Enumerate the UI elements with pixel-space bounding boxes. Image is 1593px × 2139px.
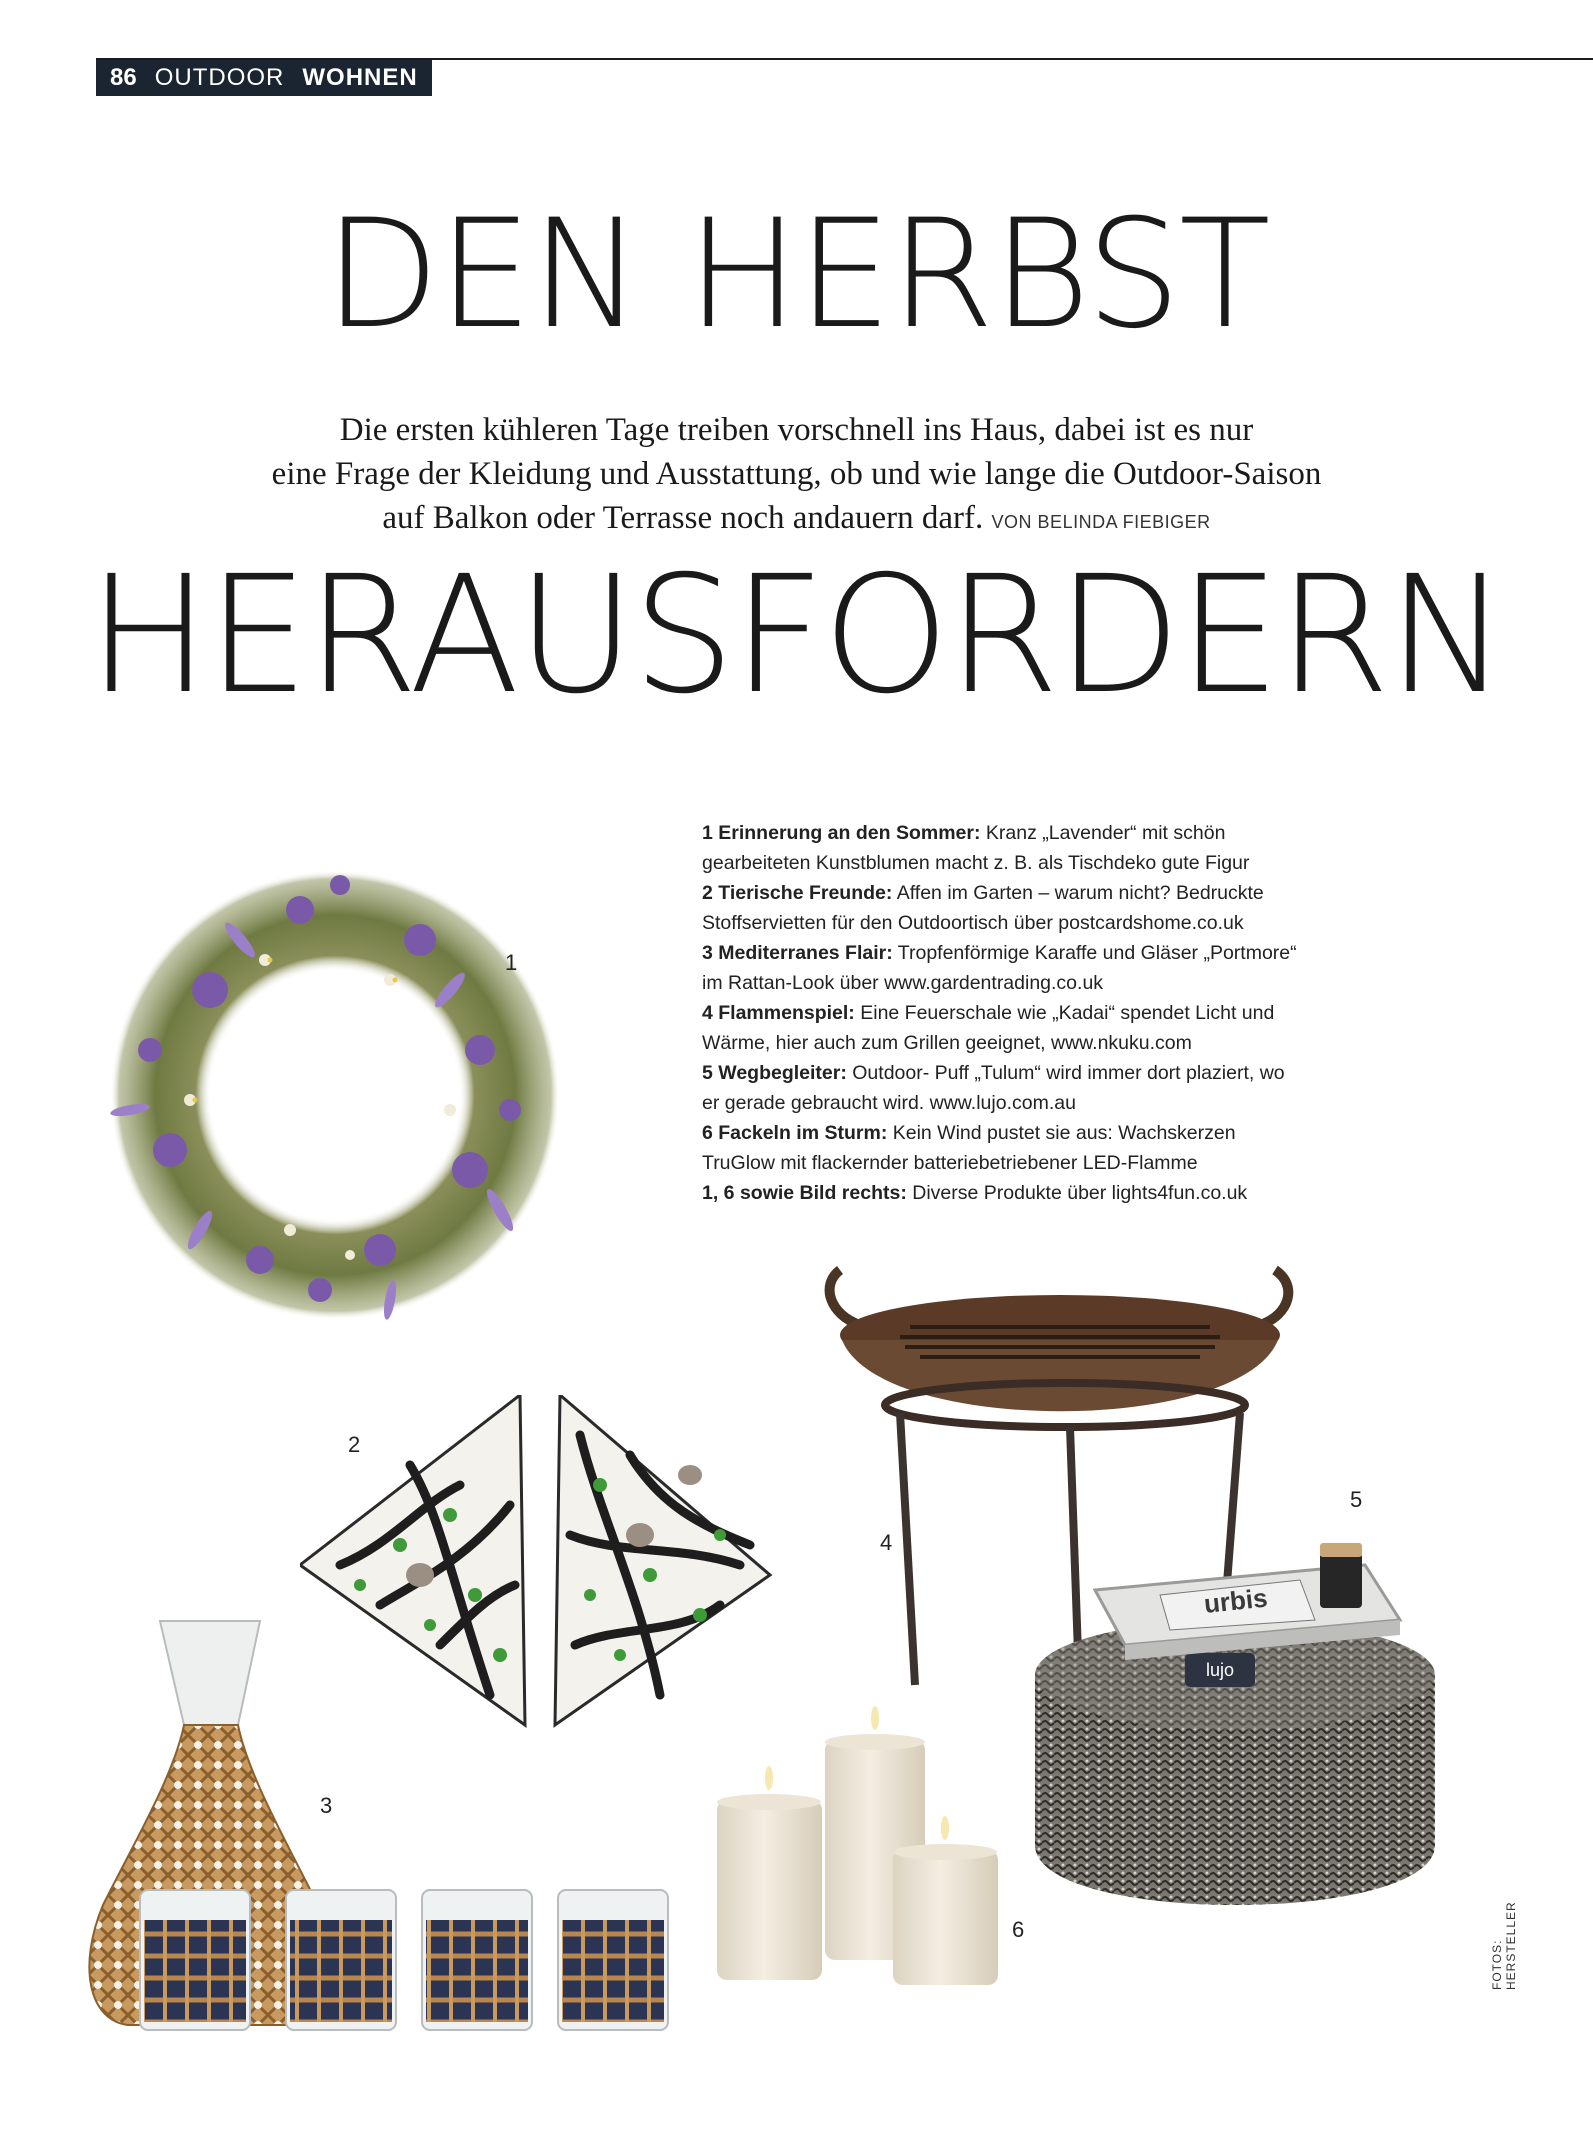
byline: VON BELINDA FIEBIGER [991,512,1211,532]
tulum-outdoor-pouf-image [1030,1535,1440,1920]
category-label: WOHNEN [302,64,418,91]
caption-text: Tropfenförmige Karaffe und Gläser „Portmore“ im Rattan-Look über www.gardentrading.co.uk [702,942,1297,994]
caption-title: 3 Mediterranes Flair: [702,942,893,964]
caption-title: 6 Fackeln im Sturm: [702,1122,888,1144]
intro-line-2: eine Frage der Kleidung und Ausstattung, ob und wie lange die Outdoor-Saison [271,456,1322,492]
caption-text: Affen im Garten – warum nicht? Bedruckte Stoffservietten für den Outdoortisch über postcardshome.co.uk [702,882,1264,934]
caption-text: Diverse Produkte über lights4fun.co.uk [906,1182,1248,1204]
product-number-2: 2 [348,1432,361,1457]
caption-3 [702,938,1302,998]
photo-credit: FOTOS: HERSTELLER [1490,1901,1518,1990]
headline-line-1: DEN HERBST [324,188,1269,362]
caption-1 [702,818,1302,878]
caption-text: Eine Feuerschale wie „Kadai“ spendet Licht und Wärme, hier auch zum Grillen geeignet, www.nkuku.com [702,1002,1275,1054]
lavender-wreath-image [90,850,580,1330]
headline-line-2: HERAUSFORDERN [87,542,1506,730]
caption-6 [702,1118,1302,1178]
section-tag [96,60,432,96]
product-number-5: 5 [1350,1487,1363,1512]
caption-text: Kein Wind pustet sie aus: Wachskerzen TruGlow mit flackernder batteriebetriebener LED-Flamme [702,1122,1236,1174]
caption-text: Kranz „Lavender“ mit schön gearbeiteten Kunstblumen macht z. B. als Tischdeko gute Figur [702,822,1250,874]
caption-title: 4 Flammenspiel: [702,1002,855,1024]
product-number-1: 1 [505,950,518,975]
caption-text: Outdoor- Puff „Tulum“ wird immer dort plaziert, wo er gerade gebraucht wird. www.lujo.com.au [702,1062,1285,1114]
intro-line-1: Die ersten kühleren Tage treiben vorschnell ins Haus, dabei ist es nur [339,412,1254,448]
product-number-6: 6 [1012,1917,1025,1942]
caption-4 [702,998,1302,1058]
caption-5 [702,1058,1302,1118]
product-number-4: 4 [880,1530,893,1555]
magazine-cover-text: urbis [1202,1582,1269,1619]
intro-paragraph [190,408,1403,544]
caption-2 [702,878,1302,938]
caption-title: 1, 6 sowie Bild rechts: [702,1182,907,1204]
product-captions [702,818,1302,1208]
caption-7 [702,1178,1302,1208]
section-label: OUTDOOR [154,64,285,91]
led-candles-image [710,1700,1010,1990]
rattan-carafe-and-glasses-image [88,1615,688,2040]
page-number: 86 [110,64,137,91]
pouf-logo-text: lujo [1205,1660,1235,1680]
intro-line-3: auf Balkon oder Terrasse noch andauern darf. [382,500,984,536]
caption-title: 1 Erinnerung an den Sommer: [702,822,981,844]
caption-title: 2 Tierische Freunde: [702,882,893,904]
product-number-3: 3 [320,1793,333,1818]
caption-title: 5 Wegbegleiter: [702,1062,847,1084]
